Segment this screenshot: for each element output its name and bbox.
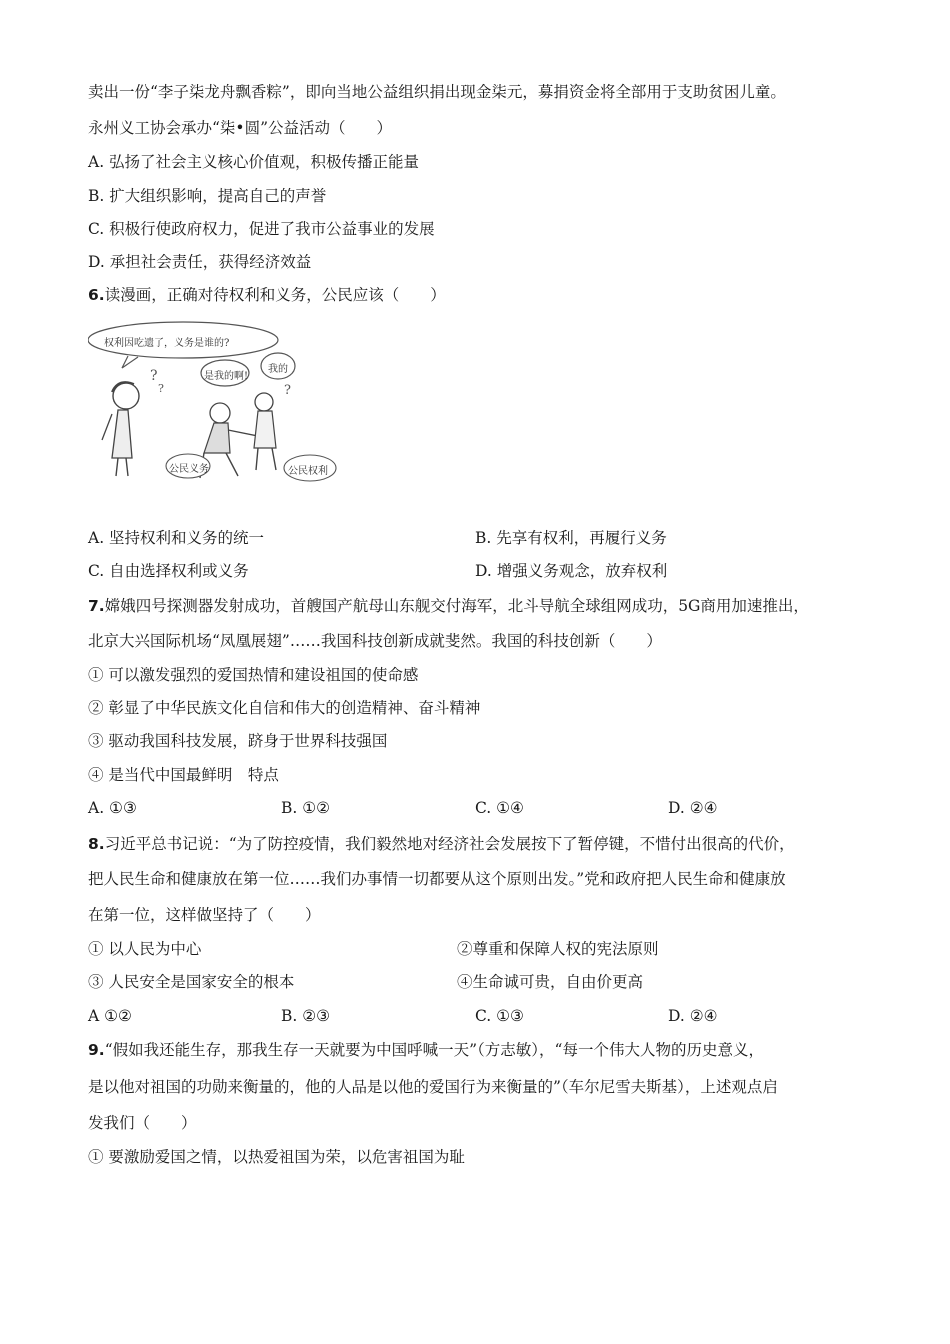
q8-option-c: C. ①③ — [475, 1007, 524, 1025]
q7-stem-line1 — [88, 596, 809, 616]
q5-option-a: A. 弘扬了社会主义核心价值观，积极传播正能量 — [88, 153, 420, 171]
q8-item-3: ③ 人民安全是国家安全的根本 — [88, 973, 295, 991]
q8-option-a: A ①② — [88, 1007, 132, 1025]
q5-option-d: D. 承担社会责任，获得经济效益 — [88, 253, 312, 271]
q7-stem-line2: 北京大兴国际机场“凤凰展翅”……我国科技创新成就斐然。我国的科技创新（ ） — [88, 632, 662, 650]
q9-number: 9. — [88, 1041, 105, 1059]
q7-option-d: D. ②④ — [668, 799, 718, 817]
q7-item-1: ① 可以激发强烈的爱国热情和建设祖国的使命感 — [88, 666, 419, 684]
q8-stem-line1 — [88, 834, 795, 854]
q7-option-a: A. ①③ — [88, 799, 137, 817]
q6-option-b: B. 先享有权利，再履行义务 — [475, 529, 667, 547]
q6-option-c: C. 自由选择权利或义务 — [88, 562, 249, 580]
svg-text:?: ? — [150, 368, 158, 384]
q8-stem-text1: 习近平总书记说：“为了防控疫情，我们毅然地对经济社会发展按下了暂停键，不惜付出很高的代价， — [104, 835, 795, 853]
q6-number: 6. — [88, 286, 105, 304]
q5-option-c: C. 积极行使政府权力，促进了我市公益事业的发展 — [88, 220, 435, 238]
q9-stem-line1 — [88, 1040, 764, 1060]
q7-item-3: ③ 驱动我国科技发展，跻身于世界科技强国 — [88, 732, 388, 750]
q7-number: 7. — [88, 597, 105, 615]
q8-item-4: ④生命诚可贵，自由价更高 — [457, 973, 644, 991]
rights-duties-cartoon — [88, 318, 340, 498]
q8-option-d: D. ②④ — [668, 1007, 718, 1025]
q5-stem-line2: 永州义工协会承办“柒•圆”公益活动（ ） — [88, 119, 392, 137]
q8-stem-line2: 把人民生命和健康放在第一位……我们办事情一切都要从这个原则出发。”党和政府把人民生命和健康放 — [88, 870, 786, 888]
q8-option-b: B. ②③ — [281, 1007, 331, 1025]
cartoon-tag-right: 公民权利 — [288, 466, 328, 477]
q7-item-4: ④ 是当代中国最鲜明 特点 — [88, 766, 279, 784]
q7-option-b: B. ①② — [281, 799, 331, 817]
q6-option-a: A. 坚持权利和义务的统一 — [88, 529, 265, 547]
q9-stem-line3: 发我们（ ） — [88, 1114, 197, 1132]
q5-stem-line1: 卖出一份“李子柒龙舟飘香粽”，即向当地公益组织捐出现金柒元，募捐资金将全部用于支助贫困儿童。 — [88, 83, 786, 101]
q8-stem-line3: 在第一位，这样做坚持了（ ） — [88, 906, 321, 924]
cartoon-tag-duty: 公民义务 — [169, 464, 209, 475]
q6-option-d: D. 增强义务观念，放弃权利 — [475, 562, 668, 580]
q9-stem-text1: “假如我还能生存，那我生存一天就要为中国呼喊一天”（方志敏），“每一个伟大人物的历史意义， — [104, 1041, 764, 1059]
q6-stem-text: 读漫画，正确对待权利和义务，公民应该（ ） — [104, 286, 446, 304]
q7-option-c: C. ①④ — [475, 799, 524, 817]
q7-item-2: ② 彰显了中华民族文化自信和伟大的创造精神、奋斗精神 — [88, 699, 481, 717]
svg-text:?: ? — [158, 382, 164, 395]
q7-stem-text1: 嫦娥四号探测器发射成功，首艘国产航母山东舰交付海军，北斗导航全球组网成功，5G商用加速推出， — [104, 597, 809, 615]
q5-option-b: B. 扩大组织影响，提高自己的声誉 — [88, 187, 327, 205]
svg-text:?: ? — [284, 383, 291, 398]
q6-stem — [88, 285, 446, 305]
q8-number: 8. — [88, 835, 105, 853]
q8-item-2: ②尊重和保障人权的宪法原则 — [457, 940, 659, 958]
cartoon-bubble-right: 我的 — [268, 364, 288, 375]
q8-item-1: ① 以人民为中心 — [88, 940, 202, 958]
q9-stem-line2: 是以他对祖国的功勋来衡量的，他的人品是以他的爱国行为来衡量的”（车尔尼雪夫斯基），上述观点启 — [88, 1078, 778, 1096]
cartoon-speech-text: 权利因吃遗了，义务是谁的? — [104, 338, 230, 349]
q9-item-1: ① 要激励爱国之情，以热爱祖国为荣，以危害祖国为耻 — [88, 1148, 465, 1166]
cartoon-bubble-left: 是我的啊! — [204, 371, 249, 382]
